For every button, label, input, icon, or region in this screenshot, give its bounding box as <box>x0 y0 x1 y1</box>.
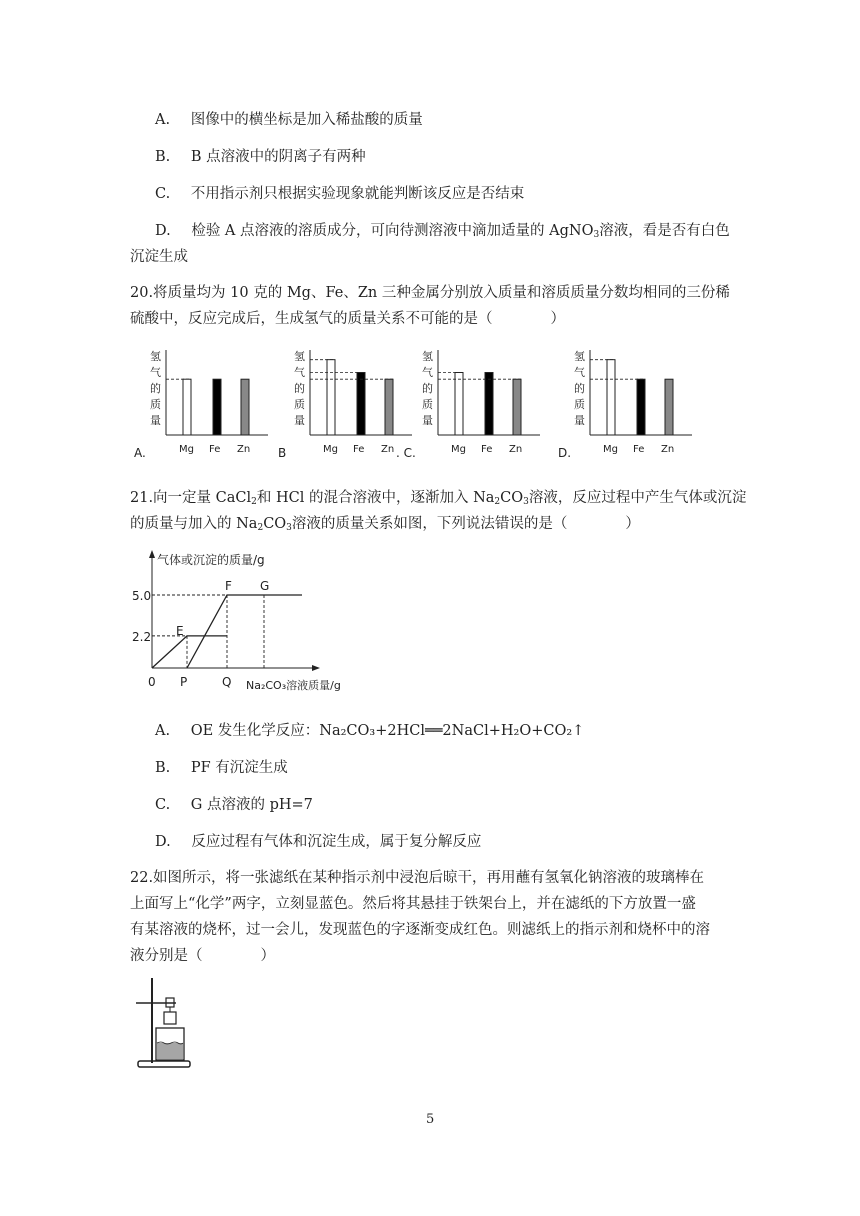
bar-zn <box>513 379 521 435</box>
option-letter: B <box>278 446 287 460</box>
q19-option-d <box>155 219 730 240</box>
y-axis-arrow <box>149 550 155 558</box>
stem-text: CO <box>500 490 524 506</box>
q21-stem-line1 <box>130 486 746 507</box>
q20-chart-2 <box>396 349 540 460</box>
stem-text: 21.向一定量 CaCl <box>130 490 252 506</box>
option-text: G 点溶液的 pH=7 <box>190 797 313 813</box>
stem-text: 溶液，反应过程中产生气体或沉淀 <box>528 490 747 506</box>
option-letter: A. <box>155 723 171 739</box>
option-text: 检验 A 点溶液的溶质成分，可向待测溶液中滴加适量的 AgNO <box>191 223 594 239</box>
bar-mg <box>607 360 615 435</box>
x-tick-label: Zn <box>237 444 251 455</box>
subscript: 2 <box>251 497 257 507</box>
q22-stem-line4: 液分别是（ ） <box>130 948 275 964</box>
y-axis-label: 气体或沉淀的质量/g <box>157 553 265 567</box>
x-axis-arrow <box>312 665 320 671</box>
q20-stem-line1: 20.将质量均为 10 克的 Mg、Fe、Zn 三种金属分别放入质量和溶质质量分数均相同的三份稀 <box>130 285 730 301</box>
y-axis-label-char: 量 <box>422 414 433 427</box>
q21-option-b <box>155 756 288 777</box>
x-tick-label: Fe <box>353 444 365 455</box>
y-axis-label-char: 的 <box>422 382 433 395</box>
option-letter: C. <box>155 186 171 202</box>
option-letter: D. <box>155 834 171 850</box>
point-label-f: F <box>225 579 232 593</box>
iron-stand-apparatus <box>130 975 210 1075</box>
y-axis-label-char: 氢 <box>150 350 161 363</box>
y-axis-label-char: 质 <box>294 398 305 411</box>
q19-option-d-cont: 沉淀生成 <box>130 249 188 265</box>
q21-option-c <box>155 793 313 814</box>
x-tick-label: Fe <box>633 444 645 455</box>
y-axis-label-char: 气 <box>574 366 585 379</box>
x-tick-label: Zn <box>381 444 395 455</box>
point-label-o: 0 <box>148 675 156 689</box>
y-axis-label-char: 量 <box>150 414 161 427</box>
y-axis-label-char: 气 <box>150 366 161 379</box>
subscript: 3 <box>523 497 529 507</box>
q20-charts <box>130 340 730 470</box>
option-letter: B. <box>155 149 171 165</box>
option-text: 溶液，看是否有白色 <box>599 223 730 239</box>
bar-fe <box>485 373 493 435</box>
subscript: 3 <box>593 230 600 240</box>
q19-option-b <box>155 145 366 166</box>
q22-stem-line1: 22.如图所示，将一张滤纸在某种指示剂中浸泡后晾干，再用蘸有氢氧化钠溶液的玻璃棒在 <box>130 870 705 886</box>
y-axis-label-char: 量 <box>294 414 305 427</box>
option-letter: A. <box>134 446 146 460</box>
y-axis-label-char: 量 <box>574 414 585 427</box>
option-text: PF 有沉淀生成 <box>190 760 288 776</box>
option-letter: B. <box>155 760 171 776</box>
bar-zn <box>241 379 249 435</box>
option-text: 不用指示剂只根据实验现象就能判断该反应是否结束 <box>190 186 525 202</box>
q20-stem-line2: 硫酸中，反应完成后，生成氢气的质量关系不可能的是（ ） <box>130 311 565 327</box>
q21-option-a <box>155 719 584 740</box>
y-axis-label-char: 氢 <box>294 350 305 363</box>
q19-option-c <box>155 182 524 203</box>
point-label-g: G <box>260 579 270 593</box>
q20-chart-0 <box>134 349 268 460</box>
y-axis-label-char: 气 <box>422 366 433 379</box>
q20-chart-3 <box>558 349 692 460</box>
y-axis-label-char: 气 <box>294 366 305 379</box>
q21-chart <box>130 548 370 698</box>
q22-stem-line3: 有某溶液的烧杯，过一会儿，发现蓝色的字逐渐变成红色。则滤纸上的指示剂和烧杯中的溶 <box>130 922 710 938</box>
option-text: B 点溶液中的阴离子有两种 <box>190 149 366 165</box>
stem-text: 溶液的质量关系如图，下列说法错误的是（ ） <box>291 516 640 532</box>
subscript: 2 <box>494 497 501 507</box>
option-letter: . C. <box>396 446 416 460</box>
q22-stem-line2: 上面写上“化学”两字，立刻显蓝色。然后将其悬挂于铁架台上，并在滤纸的下方放置一盛 <box>130 896 696 912</box>
bar-fe <box>637 379 645 435</box>
y-axis-label-char: 氢 <box>574 350 585 363</box>
q21-option-d <box>155 830 481 851</box>
x-tick-label: Mg <box>603 444 618 455</box>
q19-option-a <box>155 108 423 129</box>
option-text: 反应过程有气体和沉淀生成，属于复分解反应 <box>191 834 482 850</box>
x-tick-label: Zn <box>661 444 675 455</box>
y-axis-label-char: 的 <box>574 382 585 395</box>
y-axis-label-char: 质 <box>422 398 433 411</box>
x-axis-label: Na₂CO₃溶液质量/g <box>246 679 341 692</box>
x-tick-label: Mg <box>323 444 338 455</box>
y-axis-label-char: 的 <box>150 382 161 395</box>
subscript: 2 <box>257 523 264 533</box>
y-axis-label-char: 氢 <box>422 350 433 363</box>
series-line-1 <box>187 595 302 668</box>
bar-fe <box>213 379 221 435</box>
point-label-q: Q <box>222 675 232 689</box>
q21-stem-line2 <box>130 512 640 533</box>
bar-mg <box>183 379 191 435</box>
option-letter: D. <box>155 223 171 239</box>
point-label-p: P <box>180 675 188 689</box>
option-letter: A. <box>155 112 171 128</box>
x-tick-label: Mg <box>451 444 466 455</box>
y-axis-label-char: 质 <box>150 398 161 411</box>
x-tick-label: Fe <box>481 444 493 455</box>
bar-fe <box>357 373 365 435</box>
option-letter: D. <box>558 446 572 460</box>
stem-text: 和 HCl 的混合溶液中，逐渐加入 Na <box>256 490 495 506</box>
point-label-e: E <box>176 624 184 638</box>
q20-chart-1 <box>278 349 412 460</box>
y-tick-2-2: 2.2 <box>132 630 152 644</box>
bar-mg <box>327 360 335 435</box>
page-number: 5 <box>426 1112 435 1127</box>
y-axis-label-char: 的 <box>294 382 305 395</box>
subscript: 3 <box>286 523 292 533</box>
option-text: 图像中的横坐标是加入稀盐酸的质量 <box>190 112 423 128</box>
bar-mg <box>455 373 463 435</box>
x-tick-label: Zn <box>509 444 523 455</box>
x-tick-label: Fe <box>209 444 221 455</box>
y-tick-5: 5.0 <box>132 589 152 603</box>
stem-text: CO <box>263 516 287 532</box>
y-axis-label-char: 质 <box>574 398 585 411</box>
x-tick-label: Mg <box>179 444 194 455</box>
option-letter: C. <box>155 797 171 813</box>
bar-zn <box>665 379 673 435</box>
bar-zn <box>385 379 393 435</box>
option-text: OE 发生化学反应：Na₂CO₃+2HCl══2NaCl+H₂O+CO₂↑ <box>190 723 585 739</box>
stem-text: 的质量与加入的 Na <box>130 516 258 532</box>
